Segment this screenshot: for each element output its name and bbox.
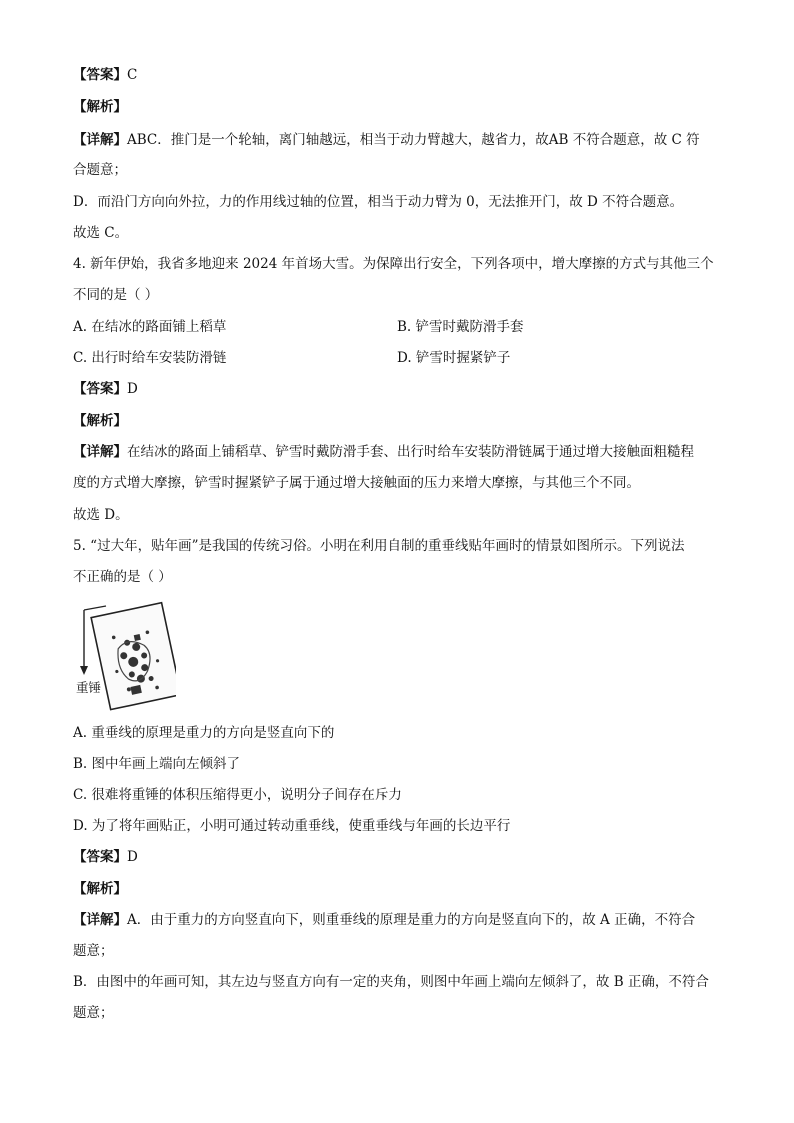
q5-stem-line-1: 5. “过大年，贴年画”是我国的传统习俗。小明在利用自制的重垂线贴年画时的情景如图所示。下列说法 (73, 538, 685, 554)
q4-option-a: A. 在结冰的路面铺上稻草 (73, 319, 227, 335)
plumb-bob-icon (80, 666, 88, 675)
answer-value: D (127, 849, 138, 865)
q3-answer-line (73, 65, 137, 85)
analysis-tag: 【解析】 (73, 99, 127, 115)
q5-detail-line-4: 题意； (73, 1005, 114, 1021)
q5-detail-line-2: 题意； (73, 943, 114, 959)
q4-option-d: D. 铲雪时握紧铲子 (397, 350, 511, 366)
q5-detail-line-3: B．由图中的年画可知，其左边与竖直方向有一定的夹角，则图中年画上端向左倾斜了，故 B 正确，不符合 (73, 974, 709, 990)
q3-analysis-line (73, 97, 127, 117)
detail-tag: 【详解】 (73, 444, 127, 460)
answer-tag: 【答案】 (73, 67, 127, 83)
q5-option-d: D. 为了将年画贴正，小明可通过转动重垂线，使重垂线与年画的长边平行 (73, 818, 511, 834)
detail-text: 在结冰的路面上铺稻草、铲雪时戴防滑手套、出行时给车安装防滑链属于通过增大接触面粗糙程 (127, 444, 694, 460)
detail-tag: 【详解】 (73, 132, 127, 148)
q4-stem-line-1: 4. 新年伊始，我省多地迎来 2024 年首场大雪。为保障出行安全，下列各项中，增大摩擦的方式与其他三个 (73, 256, 714, 272)
q3-detail-line-2: 合题意； (73, 162, 127, 178)
q4-option-b: B. 铲雪时戴防滑手套 (397, 319, 524, 335)
detail-text: ABC．推门是一个轮轴，离门轴越远，相当于动力臂越大，越省力，故AB 不符合题意，故 C 符 (127, 132, 700, 148)
q4-stem-line-2: 不同的是（ ） (73, 287, 159, 303)
q3-detail-line-3: D．而沿门方向向外拉，力的作用线过轴的位置，相当于动力臂为 0，无法推开门，故 D 不符合题意。 (73, 194, 684, 210)
answer-value: D (127, 381, 138, 397)
plumb-line-figure (72, 596, 176, 714)
figure-label: 重锤 (76, 680, 102, 695)
new-year-picture (91, 603, 176, 710)
q4-answer-line (73, 379, 138, 399)
plumb-line-drawing (72, 596, 176, 714)
q5-option-a: A. 重垂线的原理是重力的方向是竖直向下的 (73, 725, 335, 741)
q4-detail-line-1 (73, 442, 694, 462)
q3-detail-line-1 (73, 130, 700, 150)
q5-detail-line-1 (73, 910, 695, 930)
detail-tag: 【详解】 (73, 912, 127, 928)
q5-option-b: B. 图中年画上端向左倾斜了 (73, 756, 241, 772)
q5-stem-line-2: 不正确的是（ ） (73, 569, 172, 585)
analysis-tag: 【解析】 (73, 881, 127, 897)
answer-tag: 【答案】 (73, 381, 127, 397)
answer-value: C (127, 67, 138, 83)
q4-conclusion: 故选 D。 (73, 507, 129, 523)
q4-analysis-line (73, 411, 127, 431)
q3-conclusion: 故选 C。 (73, 225, 129, 241)
q5-answer-line (73, 847, 138, 867)
answer-tag: 【答案】 (73, 849, 127, 865)
q5-option-c: C. 很难将重锤的体积压缩得更小，说明分子间存在斥力 (73, 787, 402, 803)
q4-detail-line-2: 度的方式增大摩擦，铲雪时握紧铲子属于通过增大接触面的压力来增大摩擦，与其他三个不同。 (73, 475, 640, 491)
analysis-tag: 【解析】 (73, 413, 127, 429)
q4-option-c: C. 出行时给车安装防滑链 (73, 350, 227, 366)
q5-analysis-line (73, 879, 127, 899)
detail-text: A．由于重力的方向竖直向下，则重垂线的原理是重力的方向是竖直向下的，故 A 正确，不符合 (127, 912, 696, 928)
